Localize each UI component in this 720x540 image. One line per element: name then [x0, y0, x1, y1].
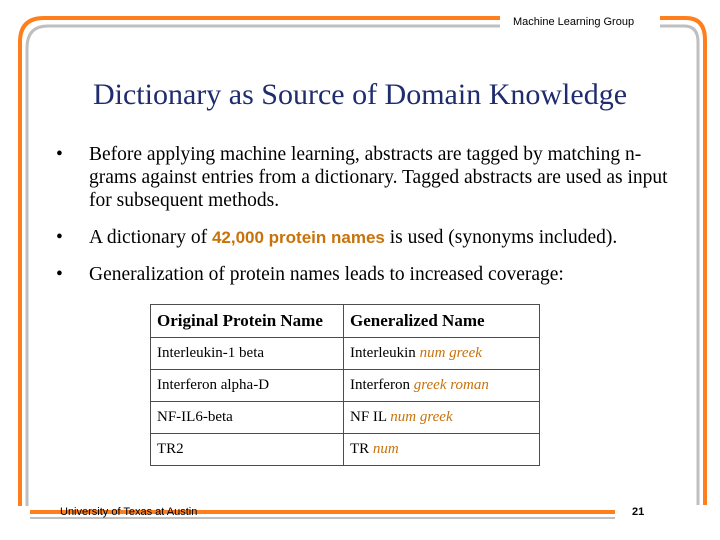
table-cell-generalized: [344, 370, 540, 402]
protein-name-table: [150, 304, 540, 466]
table-cell-original: Interferon alpha-D: [151, 370, 344, 402]
generalized-base: Interleukin: [350, 345, 416, 361]
table-cell-generalized: [344, 402, 540, 434]
generalized-base: TR: [350, 441, 370, 457]
generalized-tags: num greek: [390, 409, 453, 425]
bullet-text: Generalization of protein names leads to increased coverage:: [89, 264, 564, 285]
table-cell-generalized: [344, 434, 540, 466]
table-header-row: [151, 305, 540, 338]
generalized-tags: num: [372, 441, 399, 457]
bullet-highlight-term: protein names: [268, 228, 385, 247]
generalized-tags: num greek: [419, 345, 482, 361]
bullet-dot: •: [56, 227, 63, 248]
bullet-highlight-count: 42,000: [211, 228, 264, 247]
slide-title: Dictionary as Source of Domain Knowledge: [92, 78, 628, 111]
bullet-item-generalization: [56, 263, 676, 286]
footer-university: University of Texas at Austin: [60, 506, 198, 518]
page-number: 21: [632, 506, 645, 518]
bullet-text-before: A dictionary of: [89, 227, 212, 248]
bullet-item-ml-tagging: [56, 143, 676, 212]
bullet-item-dictionary: [56, 226, 676, 249]
table-row: [151, 434, 540, 466]
table-cell-generalized: [344, 338, 540, 370]
table-header-original: Original Protein Name: [151, 305, 344, 338]
table-row: [151, 370, 540, 402]
generalized-base: Interferon: [350, 377, 410, 393]
bullet-text-after: is used (synonyms included).: [384, 227, 618, 248]
bullet-dot: •: [56, 144, 63, 165]
generalized-base: NF IL: [350, 409, 387, 425]
header-org: Machine Learning Group: [513, 16, 635, 28]
generalized-tags: greek roman: [413, 377, 489, 393]
table-cell-original: TR2: [151, 434, 344, 466]
bullet-text: Before applying machine learning, abstracts are tagged by matching n-grams against entries from a dictionary. Tagged abstracts are used as input for subsequent methods.: [89, 144, 668, 211]
table-row: [151, 338, 540, 370]
bullet-list: [56, 143, 676, 300]
bullet-dot: •: [56, 264, 63, 285]
table-row: [151, 402, 540, 434]
table-cell-original: Interleukin-1 beta: [151, 338, 344, 370]
table-header-generalized: Generalized Name: [344, 305, 540, 338]
table-cell-original: NF-IL6-beta: [151, 402, 344, 434]
